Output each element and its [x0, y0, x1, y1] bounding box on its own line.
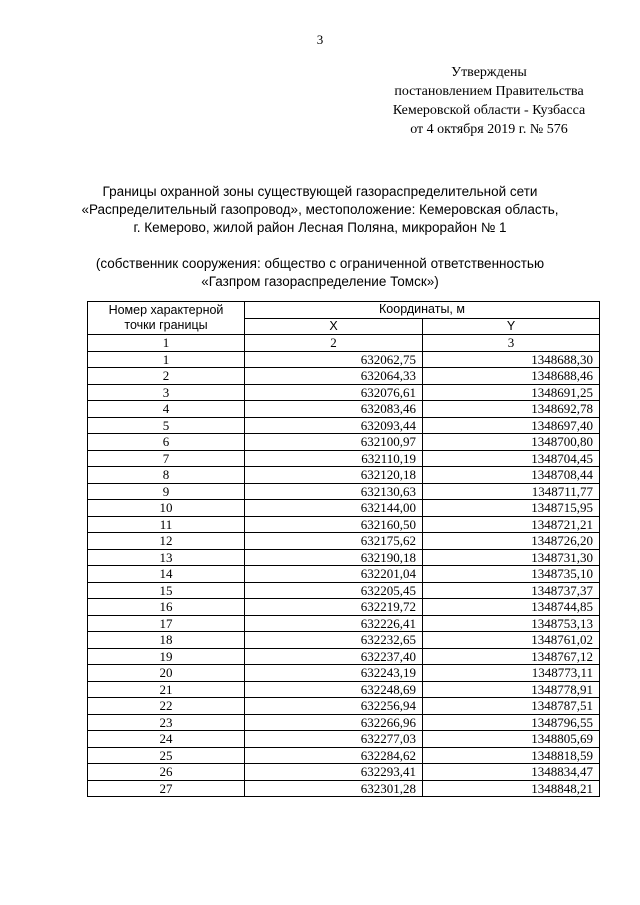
x-coordinate-cell: 632226,41 — [245, 615, 423, 632]
header-point-line: точки границы — [124, 318, 208, 332]
table-row — [88, 351, 600, 368]
y-coordinate-cell: 1348753,13 — [423, 615, 600, 632]
table-body — [88, 351, 600, 797]
coordinates-table — [87, 301, 600, 797]
table-row — [88, 500, 600, 517]
y-coordinate-cell: 1348688,30 — [423, 351, 600, 368]
x-coordinate-cell: 632232,65 — [245, 632, 423, 649]
x-coordinate-cell: 632144,00 — [245, 500, 423, 517]
y-coordinate-cell: 1348704,45 — [423, 450, 600, 467]
table-row — [88, 747, 600, 764]
x-coordinate-cell: 632110,19 — [245, 450, 423, 467]
page-number: 3 — [316, 32, 324, 47]
x-coordinate-cell: 632175,62 — [245, 533, 423, 550]
point-number-cell: 19 — [88, 648, 245, 665]
y-coordinate-cell: 1348708,44 — [423, 467, 600, 484]
point-number-cell: 27 — [88, 780, 245, 797]
x-coordinate-cell: 632256,94 — [245, 698, 423, 715]
table-row — [88, 483, 600, 500]
y-coordinate-cell: 1348848,21 — [423, 780, 600, 797]
x-coordinate-cell: 632064,33 — [245, 368, 423, 385]
x-coordinate-cell: 632248,69 — [245, 681, 423, 698]
point-number-cell: 15 — [88, 582, 245, 599]
table-row — [88, 401, 600, 418]
point-number-cell: 18 — [88, 632, 245, 649]
approval-line: от 4 октября 2019 г. № 576 — [410, 122, 568, 137]
owner-line: «Газпром газораспределение Томск») — [201, 274, 439, 289]
title-line: «Распределительный газопровод», местоположение: Кемеровская область, — [81, 202, 559, 217]
table-row — [88, 516, 600, 533]
header-point-line: Номер характерной — [108, 303, 224, 317]
table-row — [88, 764, 600, 781]
y-coordinate-cell: 1348744,85 — [423, 599, 600, 616]
x-coordinate-cell: 632160,50 — [245, 516, 423, 533]
x-coordinate-cell: 632205,45 — [245, 582, 423, 599]
y-coordinate-cell: 1348731,30 — [423, 549, 600, 566]
table-row — [88, 731, 600, 748]
point-number-cell: 17 — [88, 615, 245, 632]
x-coordinate-cell: 632130,63 — [245, 483, 423, 500]
table-row — [88, 698, 600, 715]
x-coordinate-cell: 632120,18 — [245, 467, 423, 484]
header-x: X — [245, 318, 423, 335]
table-row — [88, 714, 600, 731]
x-coordinate-cell: 632243,19 — [245, 665, 423, 682]
table-index-row — [88, 335, 600, 352]
x-coordinate-cell: 632093,44 — [245, 417, 423, 434]
table-row — [88, 549, 600, 566]
y-coordinate-cell: 1348697,40 — [423, 417, 600, 434]
point-number-cell: 6 — [88, 434, 245, 451]
y-coordinate-cell: 1348715,95 — [423, 500, 600, 517]
y-coordinate-cell: 1348761,02 — [423, 632, 600, 649]
table-row — [88, 533, 600, 550]
index-cell: 2 — [245, 335, 423, 352]
table-row — [88, 417, 600, 434]
y-coordinate-cell: 1348692,78 — [423, 401, 600, 418]
owner-note — [60, 255, 580, 291]
table-row — [88, 599, 600, 616]
approval-line: Утверждены — [451, 65, 527, 80]
point-number-cell: 7 — [88, 450, 245, 467]
table-row — [88, 450, 600, 467]
table-row — [88, 615, 600, 632]
index-cell: 3 — [423, 335, 600, 352]
table-row — [88, 368, 600, 385]
title-line: Границы охранной зоны существующей газораспределительной сети — [102, 184, 538, 199]
y-coordinate-cell: 1348688,46 — [423, 368, 600, 385]
point-number-cell: 16 — [88, 599, 245, 616]
y-coordinate-cell: 1348787,51 — [423, 698, 600, 715]
point-number-cell: 13 — [88, 549, 245, 566]
index-cell: 1 — [88, 335, 245, 352]
point-number-cell: 20 — [88, 665, 245, 682]
point-number-cell: 22 — [88, 698, 245, 715]
owner-line: (собственник сооружения: общество с ограниченной ответственностью — [95, 256, 545, 271]
point-number-cell: 10 — [88, 500, 245, 517]
x-coordinate-cell: 632100,97 — [245, 434, 423, 451]
point-number-cell: 5 — [88, 417, 245, 434]
table-row — [88, 665, 600, 682]
point-number-cell: 9 — [88, 483, 245, 500]
y-coordinate-cell: 1348691,25 — [423, 384, 600, 401]
y-coordinate-cell: 1348805,69 — [423, 731, 600, 748]
point-number-cell: 26 — [88, 764, 245, 781]
approval-line: постановлением Правительства — [394, 84, 584, 99]
table-row — [88, 434, 600, 451]
table-row — [88, 582, 600, 599]
y-coordinate-cell: 1348767,12 — [423, 648, 600, 665]
x-coordinate-cell: 632284,62 — [245, 747, 423, 764]
y-coordinate-cell: 1348796,55 — [423, 714, 600, 731]
table-row — [88, 632, 600, 649]
point-number-cell: 14 — [88, 566, 245, 583]
point-number-cell: 11 — [88, 516, 245, 533]
approval-line: Кемеровской области - Кузбасса — [392, 103, 586, 118]
y-coordinate-cell: 1348818,59 — [423, 747, 600, 764]
point-number-cell: 25 — [88, 747, 245, 764]
table-header-row — [88, 302, 600, 319]
point-number-cell: 1 — [88, 351, 245, 368]
x-coordinate-cell: 632293,41 — [245, 764, 423, 781]
x-coordinate-cell: 632266,96 — [245, 714, 423, 731]
table-row — [88, 566, 600, 583]
point-number-cell: 8 — [88, 467, 245, 484]
table-row — [88, 681, 600, 698]
header-y: Y — [423, 318, 600, 335]
table-row — [88, 384, 600, 401]
point-number-cell: 23 — [88, 714, 245, 731]
y-coordinate-cell: 1348778,91 — [423, 681, 600, 698]
y-coordinate-cell: 1348834,47 — [423, 764, 600, 781]
point-number-cell: 24 — [88, 731, 245, 748]
point-number-cell: 4 — [88, 401, 245, 418]
y-coordinate-cell: 1348737,37 — [423, 582, 600, 599]
x-coordinate-cell: 632062,75 — [245, 351, 423, 368]
table-row — [88, 648, 600, 665]
table-row — [88, 780, 600, 797]
x-coordinate-cell: 632237,40 — [245, 648, 423, 665]
approval-block — [380, 63, 598, 139]
x-coordinate-cell: 632277,03 — [245, 731, 423, 748]
y-coordinate-cell: 1348711,77 — [423, 483, 600, 500]
y-coordinate-cell: 1348726,20 — [423, 533, 600, 550]
document-title — [60, 183, 580, 237]
x-coordinate-cell: 632301,28 — [245, 780, 423, 797]
header-point-number — [88, 302, 245, 335]
point-number-cell: 2 — [88, 368, 245, 385]
point-number-cell: 21 — [88, 681, 245, 698]
point-number-cell: 3 — [88, 384, 245, 401]
x-coordinate-cell: 632201,04 — [245, 566, 423, 583]
x-coordinate-cell: 632076,61 — [245, 384, 423, 401]
point-number-cell: 12 — [88, 533, 245, 550]
header-coordinates: Координаты, м — [245, 302, 600, 319]
y-coordinate-cell: 1348721,21 — [423, 516, 600, 533]
x-coordinate-cell: 632083,46 — [245, 401, 423, 418]
x-coordinate-cell: 632190,18 — [245, 549, 423, 566]
y-coordinate-cell: 1348700,80 — [423, 434, 600, 451]
x-coordinate-cell: 632219,72 — [245, 599, 423, 616]
title-line: г. Кемерово, жилой район Лесная Поляна, микрорайон № 1 — [133, 220, 507, 235]
y-coordinate-cell: 1348773,11 — [423, 665, 600, 682]
table-row — [88, 467, 600, 484]
y-coordinate-cell: 1348735,10 — [423, 566, 600, 583]
